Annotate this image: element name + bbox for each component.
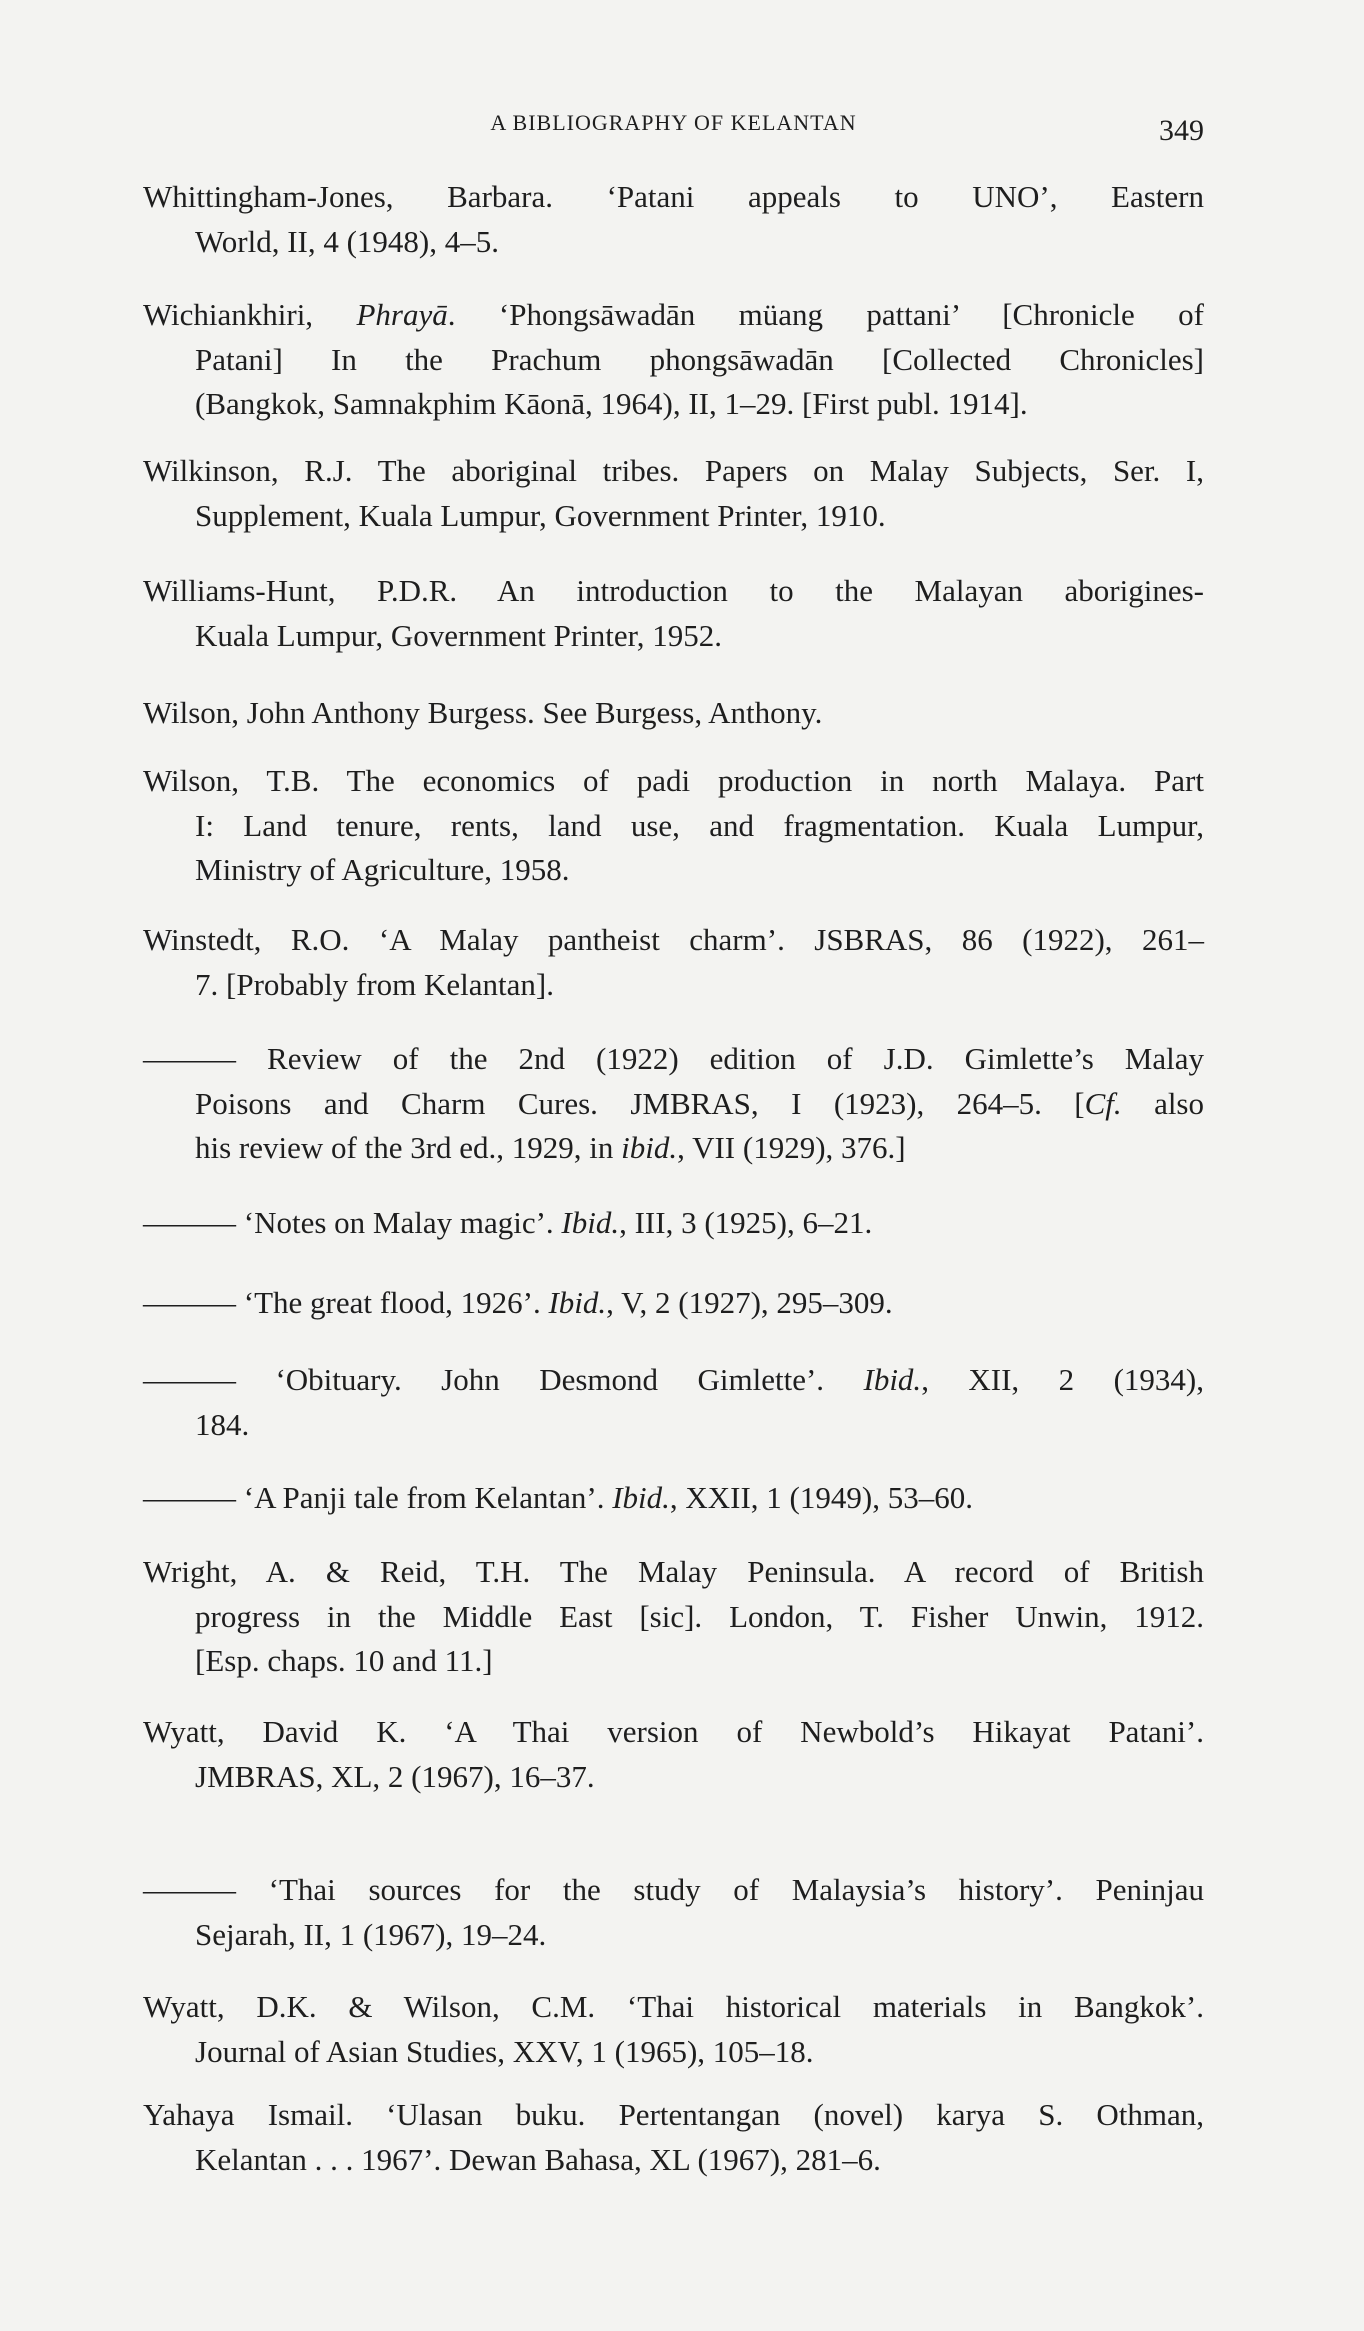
entry-text: ——— ‘A Panji tale from Kelantan’. bbox=[143, 1480, 613, 1515]
entry-text: 184. bbox=[195, 1406, 250, 1442]
entry-line bbox=[143, 1358, 1204, 1403]
entry-line bbox=[143, 175, 1204, 220]
bibliography-entry bbox=[143, 918, 1204, 1007]
entry-line bbox=[143, 1868, 1204, 1913]
entry-text: also bbox=[1121, 1085, 1205, 1121]
entry-text: Williams-Hunt, P.D.R. An introduction to the Malayan aborigines- bbox=[143, 573, 1204, 608]
entry-line bbox=[143, 614, 1204, 659]
bibliography-entry bbox=[143, 1985, 1204, 2074]
bibliography-entry bbox=[143, 1037, 1204, 1171]
bibliography-entry bbox=[143, 293, 1204, 427]
bibliography-entry bbox=[143, 1550, 1204, 1684]
entry-text: , XXII, 1 (1949), 53–60. bbox=[669, 1480, 973, 1515]
entry-text: Wichiankhiri, bbox=[143, 297, 357, 332]
entry-italic-text: Ibid. bbox=[548, 1285, 607, 1320]
entry-line bbox=[143, 1403, 1204, 1448]
bibliography-entry bbox=[143, 1868, 1204, 1957]
entry-line bbox=[143, 1082, 1204, 1127]
entry-line bbox=[143, 918, 1204, 963]
entry-text: , III, 3 (1925), 6–21. bbox=[619, 1205, 873, 1240]
bibliography-entry bbox=[143, 1201, 1204, 1246]
entry-text: Wright, A. & Reid, T.H. The Malay Peninsula. A record of British bbox=[143, 1554, 1204, 1589]
entry-text: 7. [Probably from Kelantan]. bbox=[195, 966, 554, 1002]
entry-line bbox=[143, 1755, 1204, 1800]
running-title: A BIBLIOGRAPHY OF KELANTAN bbox=[490, 110, 857, 135]
entry-text: Ministry of Agriculture, 1958. bbox=[195, 852, 570, 888]
entry-text: Supplement, Kuala Lumpur, Government Printer, 1910. bbox=[195, 497, 886, 533]
bibliography-entry bbox=[143, 2093, 1204, 2182]
bibliography-entry bbox=[143, 175, 1204, 264]
entry-text: Poisons and Charm Cures. JMBRAS, I (1923), 264–5. [ bbox=[195, 1085, 1085, 1121]
entry-line bbox=[143, 691, 1204, 736]
entry-line bbox=[143, 848, 1204, 893]
entry-text: , V, 2 (1927), 295–309. bbox=[606, 1285, 893, 1320]
entry-line bbox=[143, 1710, 1204, 1755]
entry-italic-text: Phrayā bbox=[356, 297, 448, 332]
entry-text: Wilkinson, R.J. The aboriginal tribes. Papers on Malay Subjects, Ser. I, bbox=[143, 453, 1204, 488]
entry-text: JMBRAS, XL, 2 (1967), 16–37. bbox=[195, 1758, 595, 1794]
entry-text: Kuala Lumpur, Government Printer, 1952. bbox=[195, 617, 722, 653]
entry-text: progress in the Middle East [sic]. London, T. Fisher Unwin, 1912. bbox=[195, 1598, 1204, 1634]
entry-line bbox=[143, 1985, 1204, 2030]
entry-line bbox=[143, 338, 1204, 383]
entry-italic-text: Cf. bbox=[1084, 1085, 1122, 1121]
entry-text: Wyatt, D.K. & Wilson, C.M. ‘Thai historical materials in Bangkok’. bbox=[143, 1989, 1204, 2024]
bibliography-entry bbox=[143, 569, 1204, 658]
entry-text: , VII (1929), 376.] bbox=[677, 1130, 906, 1166]
entry-line bbox=[143, 449, 1204, 494]
entry-text: ——— Review of the 2nd (1922) edition of J.D. Gimlette’s Malay bbox=[143, 1041, 1204, 1076]
entry-line bbox=[143, 1639, 1204, 1684]
bibliography-entry bbox=[143, 759, 1204, 893]
entry-line bbox=[143, 293, 1204, 338]
entry-line bbox=[143, 2093, 1204, 2138]
entry-line bbox=[143, 1037, 1204, 1082]
entry-text: Sejarah, II, 1 (1967), 19–24. bbox=[195, 1916, 547, 1952]
entry-italic-text: Ibid. bbox=[863, 1362, 922, 1397]
entry-text: [Esp. chaps. 10 and 11.] bbox=[195, 1643, 493, 1679]
entry-line bbox=[143, 1550, 1204, 1595]
entry-text: ——— ‘The great flood, 1926’. bbox=[143, 1285, 549, 1320]
entry-text: . ‘Phongsāwadān müang pattani’ [Chronicle of bbox=[447, 297, 1205, 332]
entry-text: Whittingham-Jones, Barbara. ‘Patani appeals to UNO’, Eastern bbox=[143, 179, 1204, 214]
entry-line bbox=[143, 1913, 1204, 1958]
entry-line bbox=[143, 759, 1204, 804]
entry-line bbox=[143, 1201, 1204, 1246]
entry-text: Patani] In the Prachum phongsāwadān [Collected Chronicles] bbox=[195, 341, 1204, 377]
entry-text: Wilson, John Anthony Burgess. See Burgess, Anthony. bbox=[143, 695, 823, 730]
entry-text: Journal of Asian Studies, XXV, 1 (1965), 105–18. bbox=[195, 2033, 814, 2069]
entry-text: I: Land tenure, rents, land use, and fragmentation. Kuala Lumpur, bbox=[195, 807, 1204, 843]
entry-text: Wilson, T.B. The economics of padi production in north Malaya. Part bbox=[143, 763, 1204, 798]
entry-line bbox=[143, 1476, 1204, 1521]
running-head bbox=[143, 106, 1204, 146]
entry-line bbox=[143, 1126, 1204, 1171]
entry-text: his review of the 3rd ed., 1929, in bbox=[195, 1130, 622, 1166]
bibliography-entry bbox=[143, 1476, 1204, 1521]
entry-text: Yahaya Ismail. ‘Ulasan buku. Pertentangan (novel) karya S. Othman, bbox=[143, 2097, 1204, 2132]
entry-line bbox=[143, 2030, 1204, 2075]
entry-text: Wyatt, David K. ‘A Thai version of Newbold’s Hikayat Patani’. bbox=[143, 1714, 1204, 1749]
entry-line bbox=[143, 382, 1204, 427]
entry-italic-text: Ibid. bbox=[561, 1205, 620, 1240]
entry-text: (Bangkok, Samnakphim Kāonā, 1964), II, 1–29. [First publ. 1914]. bbox=[195, 386, 1028, 422]
bibliography-entry bbox=[143, 1281, 1204, 1326]
entry-line bbox=[143, 804, 1204, 849]
entry-text: Winstedt, R.O. ‘A Malay pantheist charm’. JSBRAS, 86 (1922), 261– bbox=[143, 922, 1204, 957]
entry-text: World, II, 4 (1948), 4–5. bbox=[195, 223, 500, 259]
bibliography-entry bbox=[143, 1358, 1204, 1447]
entry-line bbox=[143, 2138, 1204, 2183]
entry-text: ——— ‘Obituary. John Desmond Gimlette’. bbox=[143, 1362, 864, 1397]
bibliography-entry bbox=[143, 1710, 1204, 1799]
entry-line bbox=[143, 569, 1204, 614]
entry-line bbox=[143, 1595, 1204, 1640]
entry-text: , XII, 2 (1934), bbox=[921, 1362, 1205, 1397]
entry-line bbox=[143, 963, 1204, 1008]
page-number: 349 bbox=[1159, 114, 1204, 147]
entry-italic-text: ibid. bbox=[621, 1130, 678, 1166]
entry-text: Kelantan . . . 1967’. Dewan Bahasa, XL (1967), 281–6. bbox=[195, 2141, 881, 2177]
bibliography-entry bbox=[143, 449, 1204, 538]
entry-text: ——— ‘Thai sources for the study of Malaysia’s history’. Peninjau bbox=[143, 1872, 1204, 1907]
bibliography-entry bbox=[143, 691, 1204, 736]
entry-line bbox=[143, 1281, 1204, 1326]
entry-italic-text: Ibid. bbox=[612, 1480, 670, 1515]
entry-line bbox=[143, 494, 1204, 539]
entry-text: ——— ‘Notes on Malay magic’. bbox=[143, 1205, 562, 1240]
entry-line bbox=[143, 220, 1204, 265]
